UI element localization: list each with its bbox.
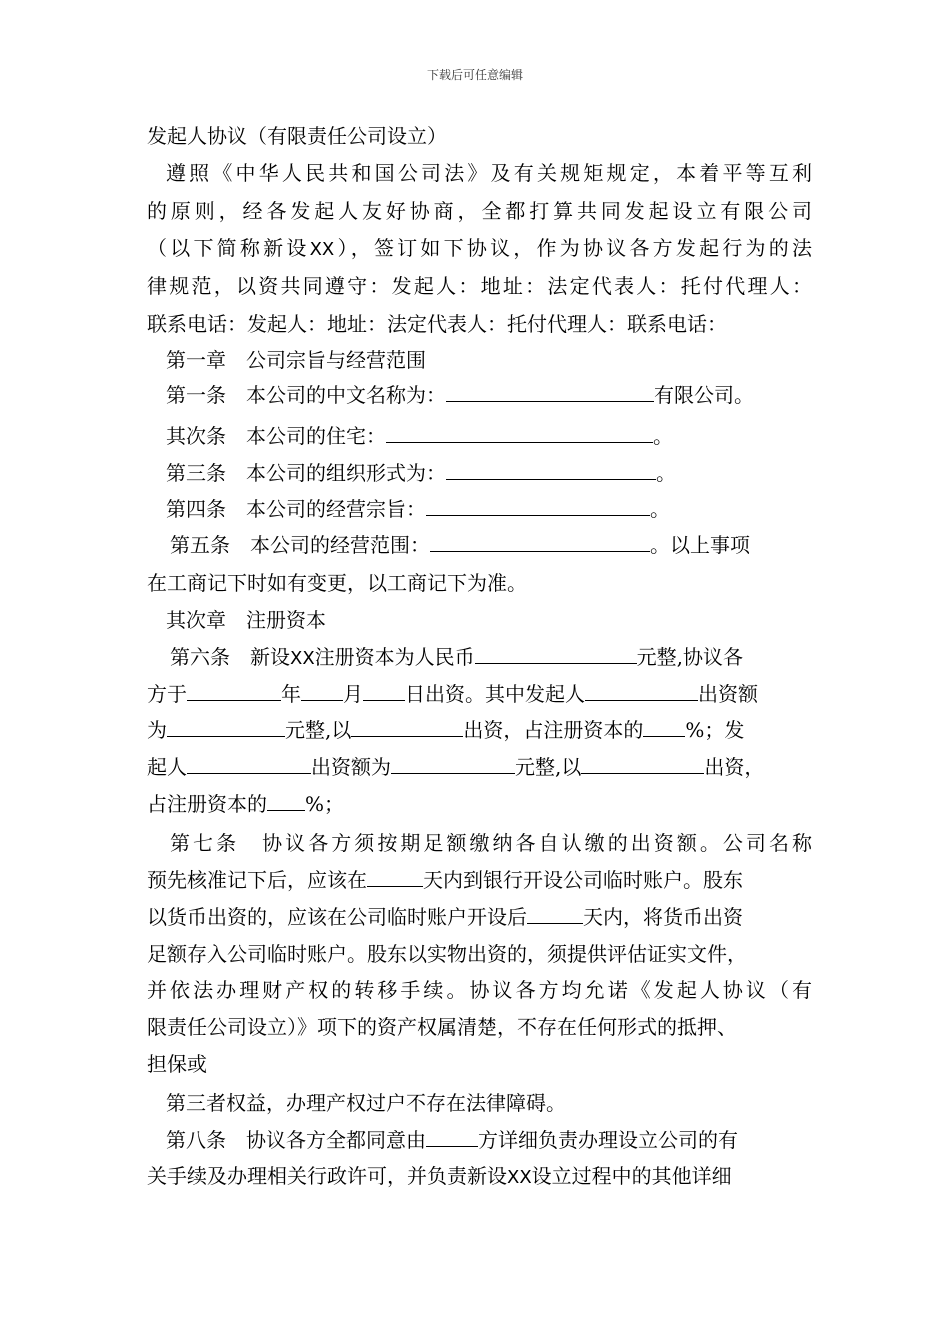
article-4: 第四条 本公司的经营宗旨： 。 [166,497,670,521]
article-6-cont: 占注册资本的 %； [147,792,345,816]
blank-field [585,682,698,701]
blank-field [391,755,515,774]
preamble-line: （以下简称新设XX），签订如下协议，作为协议各方发起行为的法 [147,236,813,260]
chapter-heading: 第一章 公司宗旨与经营范围 [166,348,426,372]
blank-field [386,424,653,443]
preamble-line: 律规范，以资共同遵守：发起人：地址：法定代表人：托付代理人： [147,274,812,298]
article-6-cont: 起人 出资额为 元整,以 出资， [147,755,765,779]
blank-field [430,533,650,552]
blank-field [267,792,305,811]
blank-field [446,461,656,480]
article-3: 第三条 本公司的组织形式为： 。 [166,461,676,485]
article-7-cont: 预先核准记下后，应该在 天内到银行开设公司临时账户。股东 [147,868,743,892]
blank-field [426,497,650,516]
article-6-cont: 为 元整,以 出资，占注册资本的 %；发 [147,718,745,742]
chapter-heading: 其次章 注册资本 [166,608,326,632]
blank-field [643,718,685,737]
blank-field [446,383,654,402]
preamble-line: 联系电话：发起人：地址：法定代表人：托付代理人：联系电话： [147,312,727,336]
article-5-cont: 在工商记下时如有变更，以工商记下为准。 [147,571,527,595]
blank-field [363,682,405,701]
blank-field [167,718,285,737]
preamble-line: 遵照《中华人民共和国公司法》及有关规矩规定，本着平等互利 [166,161,812,185]
article-7-cont: 足额存入公司临时账户。股东以实物出资的，须提供评估证实文件， [147,942,747,966]
document-title: 发起人协议（有限责任公司设立） [147,124,447,148]
blank-field [187,755,311,774]
blank-field [367,868,423,887]
blank-field [187,682,281,701]
article-8: 第八条 协议各方全都同意由 方详细负责办理设立公司的有 [166,1128,738,1152]
blank-field [475,645,637,664]
article-7: 第七条 协议各方须按期足额缴纳各自认缴的出资额。公司名称 [170,831,812,855]
article-8-cont: 关手续及办理相关行政许可，并负责新设XX设立过程中的其他详细 [147,1164,732,1188]
article-1: 第一条 本公司的中文名称为： 有限公司。 [166,383,754,407]
article-7-cont: 第三者权益，办理产权过户不存在法律障碍。 [166,1091,566,1115]
article-7-cont: 以货币出资的，应该在公司临时账户开设后 天内，将货币出资 [147,905,743,929]
article-5: 第五条 本公司的经营范围： 。以上事项 [170,533,750,557]
article-2: 其次条 本公司的住宅： 。 [166,424,673,448]
blank-field [351,718,463,737]
page-header: 下载后可任意编辑 [426,68,523,82]
preamble-line: 的原则，经各发起人友好协商，全都打算共同发起设立有限公司 [147,199,812,223]
article-7-cont: 担保或 [147,1052,207,1076]
article-7-cont: 并依法办理财产权的转移手续。协议各方均允诺《发起人协议（有 [147,978,812,1002]
blank-field [426,1128,478,1147]
article-6: 第六条 新设XX注册资本为人民币 元整,协议各 [170,645,744,669]
blank-field [581,755,704,774]
article-7-cont: 限责任公司设立）》项下的资产权属清楚，不存在任何形式的抵押、 [147,1015,737,1039]
blank-field [527,905,583,924]
article-6-cont: 方于 年 月 日出资。其中发起人 出资额 [147,682,758,706]
blank-field [301,682,343,701]
